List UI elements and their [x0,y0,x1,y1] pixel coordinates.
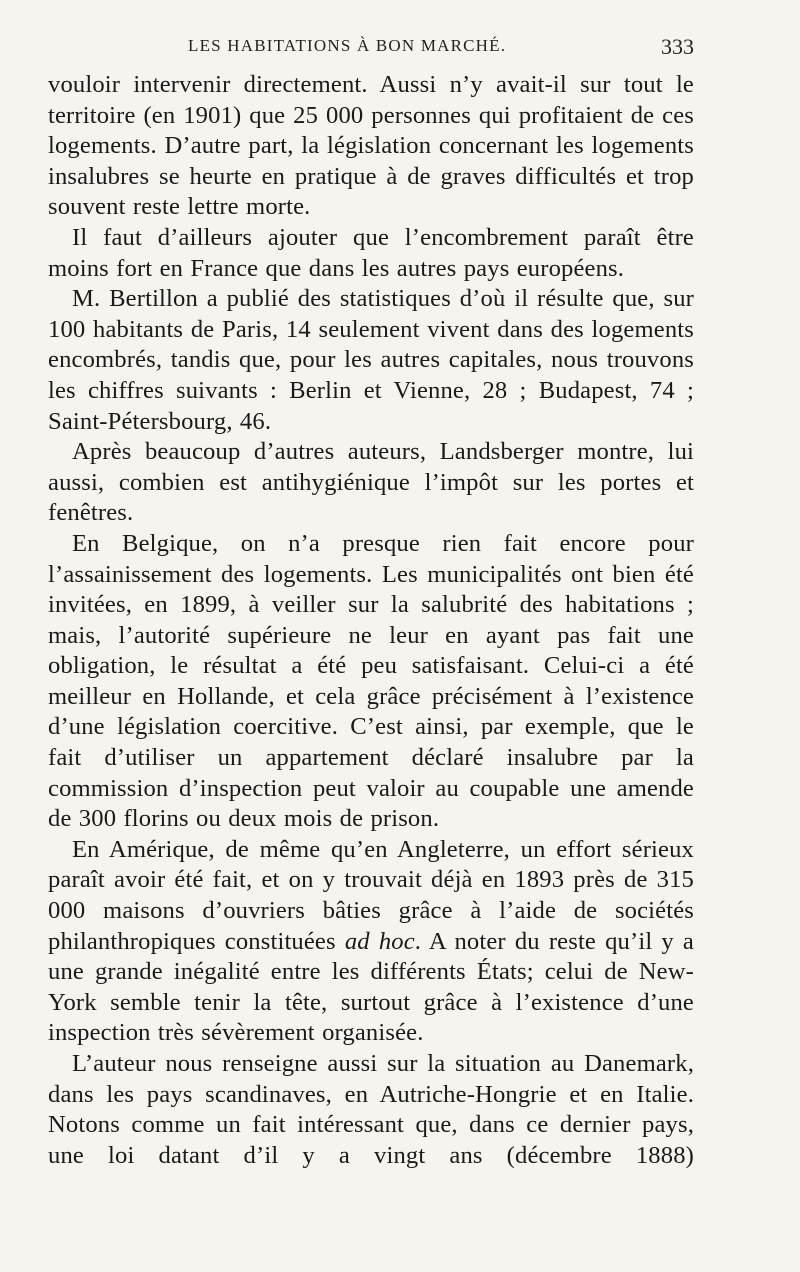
body-text [48,70,694,1171]
paragraph-6 [48,835,694,1049]
paragraph-2: Il faut d’ailleurs ajouter que l’encombrement paraît être moins fort en France que dans les autres pays européens. [48,223,694,282]
paragraph-6-text-before: En Amérique, de même qu’en Angleterre, un effort sérieux paraît avoir été fait, et on y trouvait déjà en 1893 près de 315 000 maisons d’ouvriers bâties grâce à l’aide de sociétés philanthropiques constituées [48,835,694,955]
paragraph-6-text-after: . A noter du reste qu’il y a une grande inégalité entre les différents États; celui de New-York semble tenir la tête, surtout grâce à l’existence d’une inspection très sévèrement organisée. [48,927,694,1047]
page-number: 333 [661,34,694,59]
paragraph-4: Après beaucoup d’autres auteurs, Landsberger montre, lui aussi, combien est antihygiénique l’impôt sur les portes et fenêtres. [48,438,694,527]
paragraph-3: M. Bertillon a publié des statistiques d’où il résulte que, sur 100 habitants de Paris, 14 seulement vivent dans des logements encombrés, tandis que, pour les autres capitales, nous trouvons les chiffres suivants : Berlin et Vienne, 28 ; Budapest, 74 ; Saint-Pétersbourg, 46. [48,285,694,435]
paragraph-5: En Belgique, on n’a presque rien fait encore pour l’assainissement des logements. Les municipalités ont bien été invitées, en 1899, à veiller sur la salubrité des habitations ; mais, l’autorité supérieure ne leur en ayant pas fait une obligation, le résultat a été peu satisfaisant. Celui-ci a été meilleur en Hollande, et cela grâce précisément à l’existence d’une législation coercitive. C’est ainsi, par exemple, que le fait d’utiliser un appartement déclaré insalubre par la commission d’inspection peut valoir au coupable une amende de 300 florins ou deux mois de prison. [48,529,694,833]
running-title: LES HABITATIONS À BON MARCHÉ. [188,36,507,55]
running-head [40,36,694,66]
paragraph-7: L’auteur nous renseigne aussi sur la situation au Danemark, dans les pays scandinaves, en Autriche-Hongrie et en Italie. Notons comme un fait intéressant que, dans ce dernier pays, une loi datant d’il y a vingt ans (décembre 1888) [48,1050,694,1169]
paragraph-6-italic: ad hoc [344,927,415,955]
paragraph-1: vouloir intervenir directement. Aussi n’y avait-il sur tout le territoire (en 1901) que 25 000 personnes qui profitaient de ces logements. D’autre part, la législation concernant les logements insalubres se heurte en pratique à de graves difficultés et trop souvent reste lettre morte. [48,71,694,221]
